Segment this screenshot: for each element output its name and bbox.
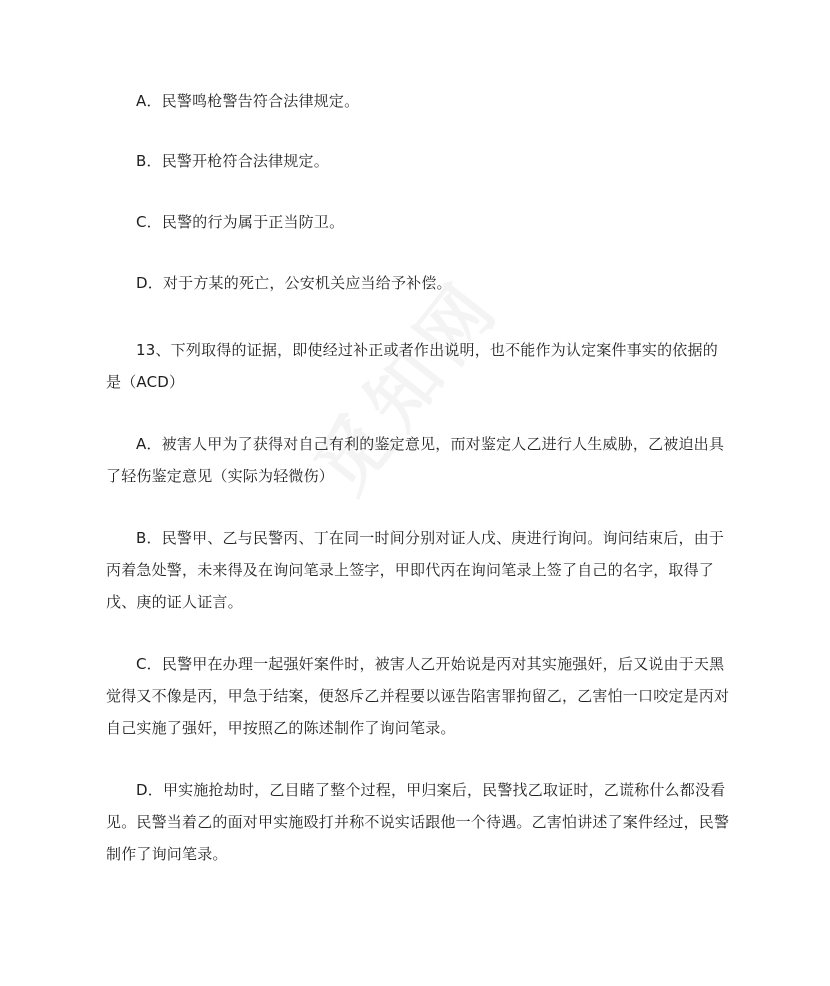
q13-option-d-paragraph: D．甲实施抢劫时，乙目睹了整个过程，甲归案后，民警找乙取证时，乙谎称什么都没看见。民警当着乙的面对甲实施殴打并称不说实话跟他一个待遇。乙害怕讲述了案件经过，民警制作了询问笔录。 xyxy=(106,781,730,863)
option-b-paragraph: B．民警开枪符合法律规定。 xyxy=(136,152,329,170)
option-d-paragraph: D．对于方某的死亡，公安机关应当给予补偿。 xyxy=(136,274,452,292)
option-c-paragraph: C．民警的行为属于正当防卫。 xyxy=(136,213,345,231)
q13-option-c-paragraph: C．民警甲在办理一起强奸案件时，被害人乙开始说是丙对其实施强奸，后又说由于天黑觉得又不像是丙，甲急于结案，便怒斥乙并程要以诬告陷害罪拘留乙，乙害怕一口咬定是丙对自己实施了强奸，甲按照乙的陈述制作了询问笔录。 xyxy=(106,655,730,737)
option-a-paragraph: A．民警鸣枪警告符合法律规定。 xyxy=(136,92,360,110)
q13-option-b-paragraph: B．民警甲、乙与民警丙、丁在同一时间分别对证人戊、庚进行询问。询问结束后，由于丙着急处警，未来得及在询问笔录上签字，甲即代丙在询问笔录上签了自己的名字，取得了戊、庚的证人证言。 xyxy=(106,529,725,611)
question-13-paragraph: 13、下列取得的证据，即使经过补正或者作出说明，也不能作为认定案件事实的依据的是（ACD） xyxy=(106,341,718,391)
q13-option-a-paragraph: A．被害人甲为了获得对自己有利的鉴定意见，而对鉴定人乙进行人生威胁，乙被迫出具了轻伤鉴定意见（实际为轻微伤） xyxy=(106,435,725,485)
